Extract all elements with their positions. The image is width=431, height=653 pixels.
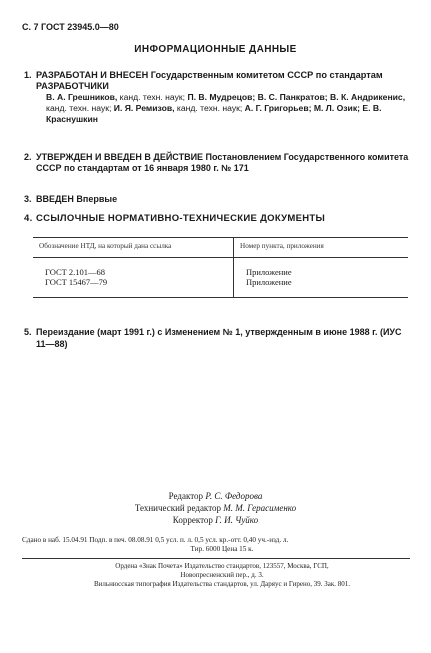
page-header: С. 7 ГОСТ 23945.0—80 (22, 22, 119, 32)
section-2-text: УТВЕРЖДЕН И ВВЕДЕН В ДЕЙСТВИЕ Постановлением Государственного комитета СССР по стандартам от 16 января 1980 г. № 171 (36, 152, 409, 173)
table-cell-clause: Приложение (234, 278, 409, 298)
author-degree: канд. техн. наук; (117, 92, 188, 102)
author-degree: канд. техн. наук; (174, 103, 245, 113)
section-3 (24, 194, 411, 205)
proofreader-line (0, 514, 431, 526)
section-number: 4. (24, 213, 33, 224)
section-4 (24, 213, 411, 224)
table-row (33, 258, 408, 278)
tech-editor-line (0, 502, 431, 514)
section-number: 3. (24, 194, 32, 204)
publisher-line: Новопресненский пер., д. 3. (180, 571, 264, 579)
editor-line (0, 490, 431, 502)
table-header-row (33, 238, 408, 258)
publisher-block (22, 562, 422, 589)
section-5-text: Переиздание (март 1991 г.) с Изменением № 1, утвержденным в июне 1988 г. (ИУС 11—88) (36, 327, 402, 349)
author-name: И. Я. Ремизов, (113, 103, 175, 113)
imprint-block (22, 536, 422, 554)
tech-editor-name: М. М. Герасименко (223, 503, 297, 513)
table-cell-document: ГОСТ 15467—79 (33, 278, 234, 298)
section-1-lead: РАЗРАБОТАН И ВНЕСЕН Государственным комитетом СССР по стандартам (36, 70, 383, 80)
developers-heading: РАЗРАБОТЧИКИ (36, 81, 109, 91)
section-number: 2. (24, 152, 32, 162)
editor-label: Редактор (168, 491, 206, 501)
divider (22, 558, 410, 559)
page-title: ИНФОРМАЦИОННЫЕ ДАННЫЕ (134, 44, 297, 55)
imprint-line: Тир. 6000 Цена 15 к. (190, 545, 254, 553)
column-header-clause: Номер пункта, приложения (234, 238, 409, 258)
author-name: В. А. Грешников, (46, 92, 118, 102)
table-cell-clause: Приложение (246, 267, 292, 277)
section-5 (24, 326, 411, 350)
tech-editor-label: Технический редактор (134, 503, 224, 513)
section-4-text: ССЫЛОЧНЫЕ НОРМАТИВНО-ТЕХНИЧЕСКИЕ ДОКУМЕНТЫ (36, 213, 326, 224)
section-number: 1. (24, 70, 32, 80)
authors-list (36, 92, 411, 125)
section-number: 5. (24, 327, 32, 337)
imprint-line: Сдано в наб. 15.04.91 Подп. в печ. 08.08.91 0,5 усл. п. л. 0,5 усл. кр.-отт. 0,40 уч.-изд. л. (22, 536, 289, 544)
proofreader-name: Г. И. Чуйко (215, 515, 259, 525)
publisher-line: Ордена «Знак Почета» Издательство стандартов, 123557, Москва, ГСП, (115, 562, 329, 570)
author-degree: канд. техн. наук; (46, 103, 114, 113)
table-cell-document: ГОСТ 2.101—68 (33, 258, 234, 278)
section-3-text: ВВЕДЕН Впервые (36, 194, 118, 204)
section-1 (24, 70, 411, 125)
column-header-document: Обозначение НТД, на который дана ссылка (33, 238, 234, 258)
author-name: П. В. Мудрецов; В. С. Панкратов; (187, 92, 328, 102)
printer-line: Вильнюсская типография Издательства стандартов, ул. Даряус и Гирено, 39. Зак. 801. (94, 580, 350, 588)
author-name: А. Г. Григорьев; М. Л. Озик; Е. В. Краснушкин (46, 103, 382, 124)
author-name: В. К. Андрикенис, (329, 92, 406, 102)
references-table (33, 237, 408, 298)
editors-block (0, 490, 431, 526)
table-row (33, 278, 408, 298)
proofreader-label: Корректор (172, 515, 216, 525)
editor-name: Р. С. Федорова (205, 491, 263, 501)
section-2 (24, 152, 411, 174)
